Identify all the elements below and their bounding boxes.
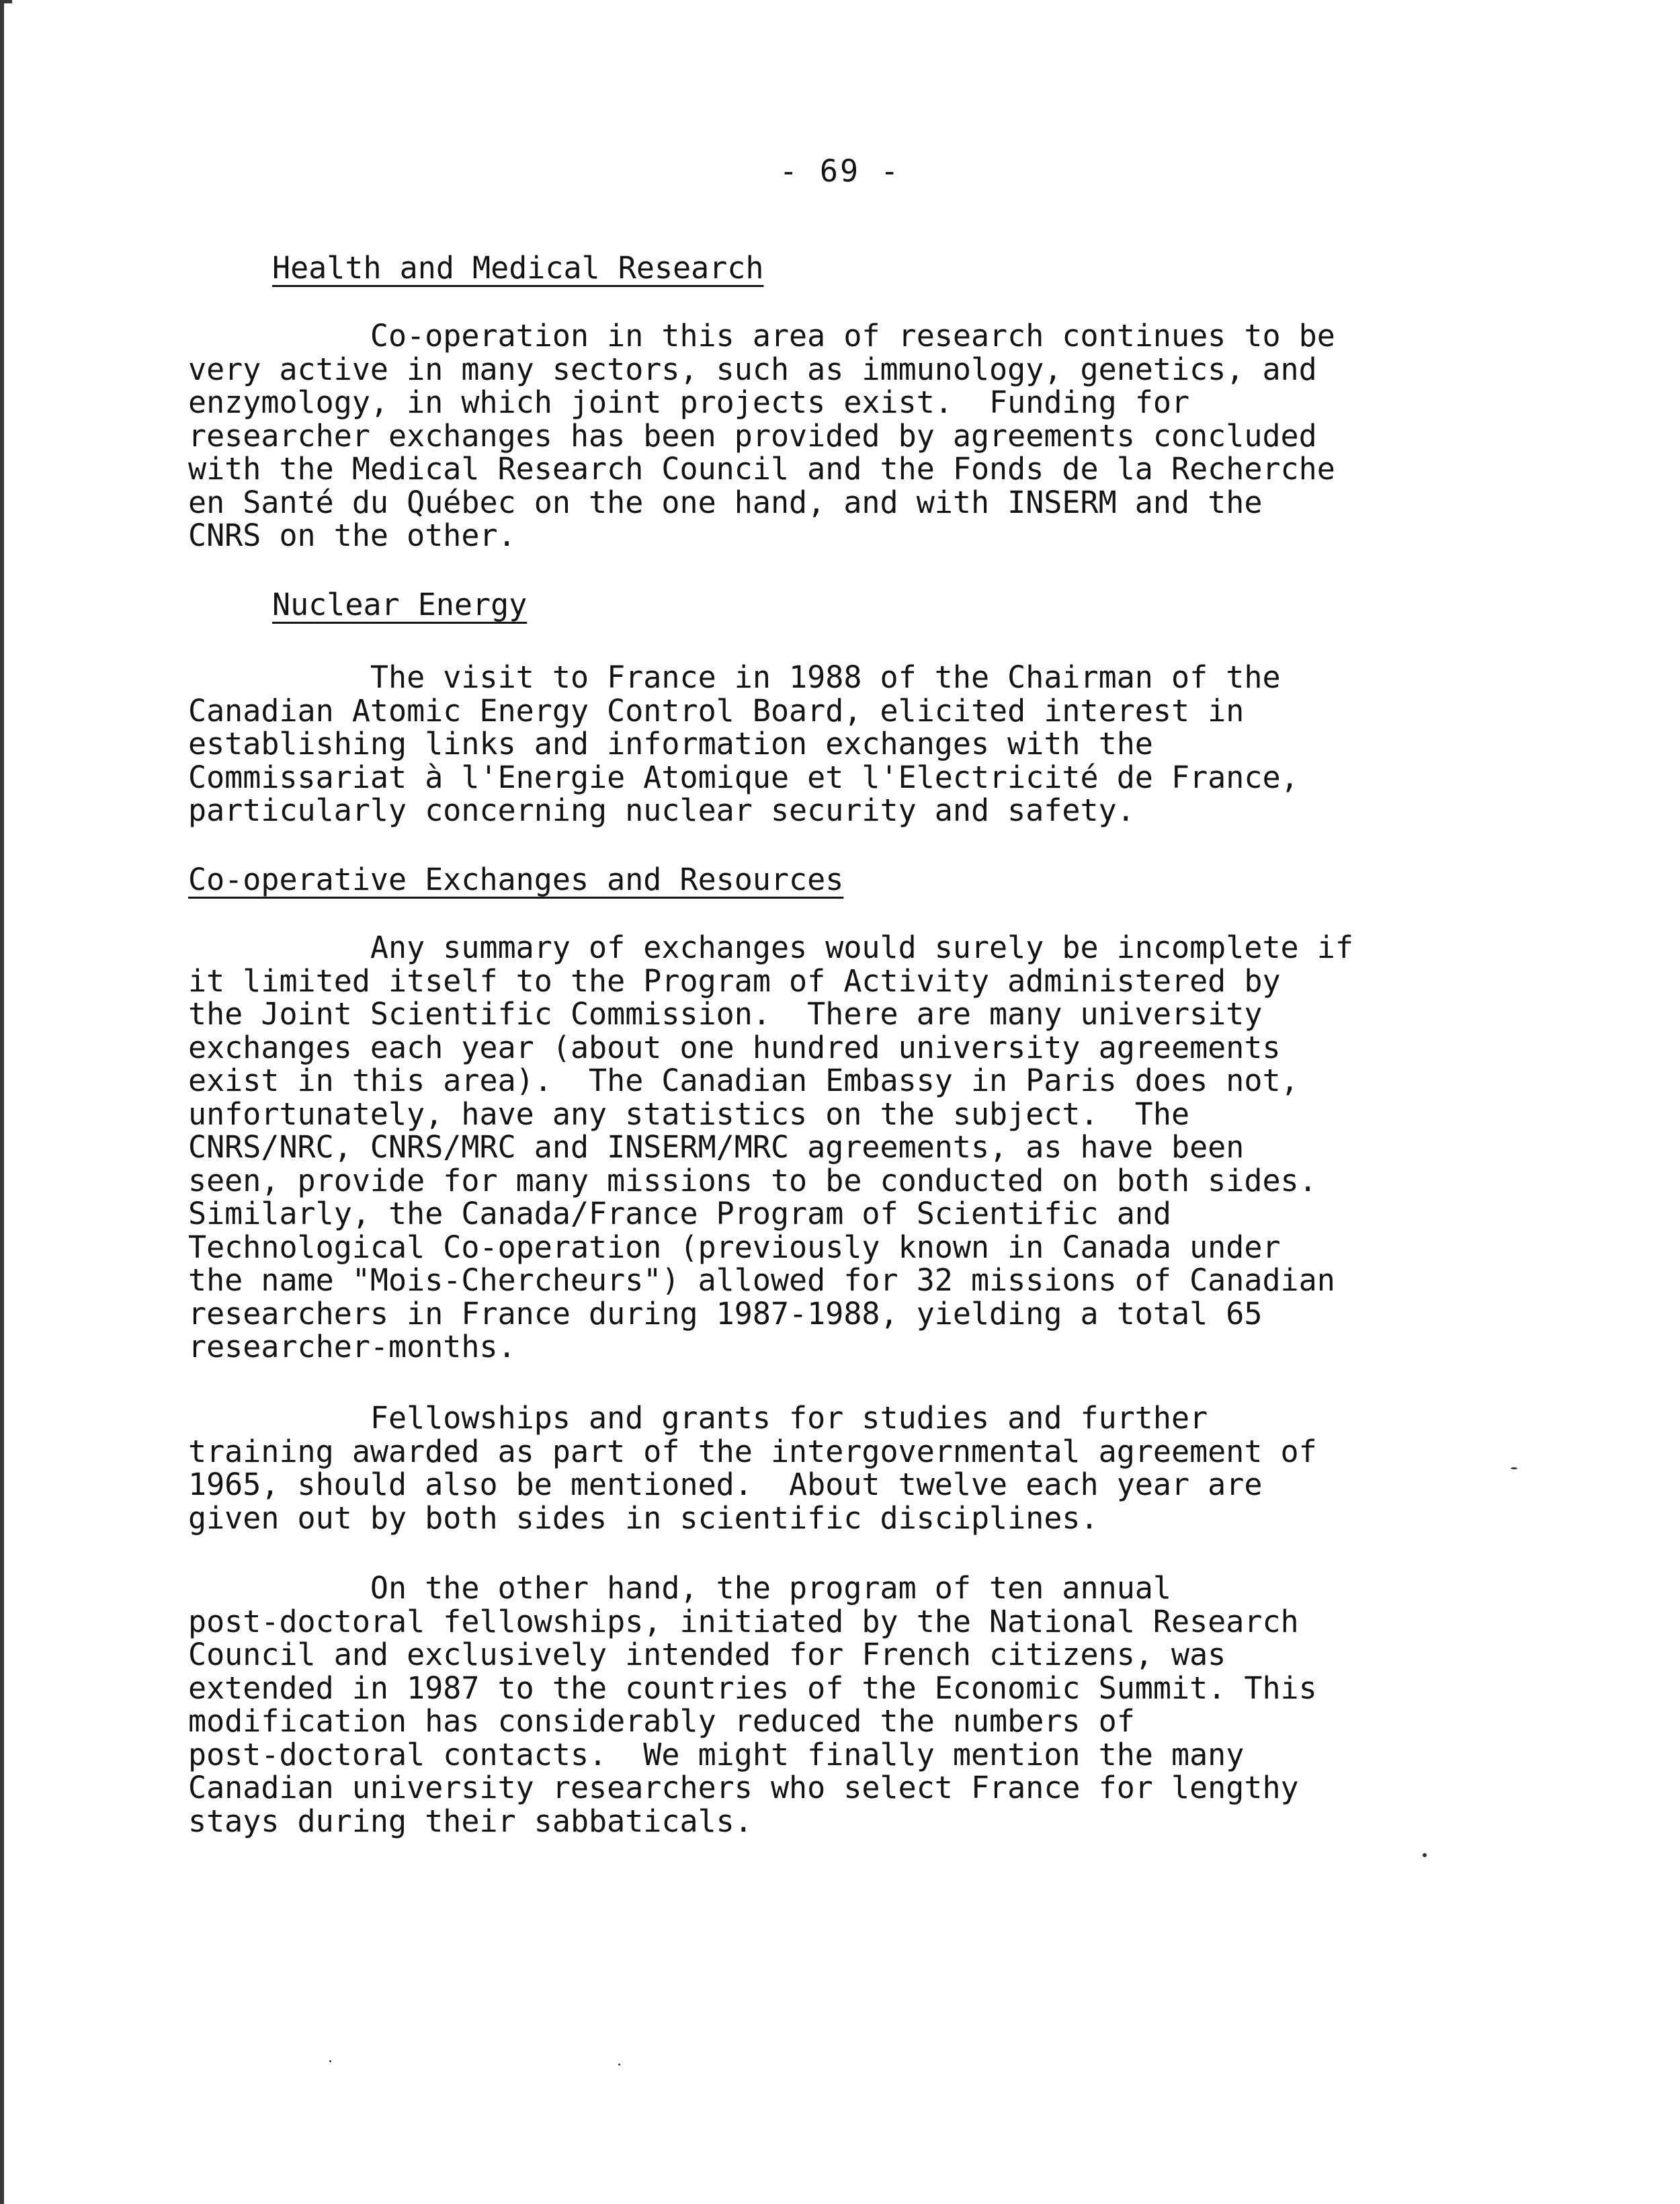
heading-health-medical-research: Health and Medical Research [272,250,764,286]
heading-cooperative-exchanges: Co-operative Exchanges and Resources [188,862,844,897]
scan-edge-tick [0,0,12,3]
paragraph-cooperative-3: On the other hand, the program of ten annual post-doctoral fellowships, initiated by the National Research Council and exclusively intended for French citizens, was extended in 1987 to the countries of the Economic Summit. This modification has considerably reduced the numbers of post-doctoral contacts. We might finally mention the many Canadian university researchers who select France for lengthy stays during their sabbaticals. [188,1570,1317,1839]
paragraph-nuclear-1: The visit to France in 1988 of the Chairman of the Canadian Atomic Energy Control Board, elicited interest in establishing links and information exchanges with the Commissariat à l'Energie Atomique et l'Electricité de France, particularly concerning nuclear security and safety. [188,659,1299,828]
scan-speck [329,2060,331,2062]
scan-edge-rule [0,0,4,2204]
paragraph-cooperative-1: Any summary of exchanges would surely be incomplete if it limited itself to the Program of Activity administered by the Joint Scientific Commission. There are many university exchanges each year (about one hundred university agreements exist in this area). The Canadian Embassy in Paris does not, unfortunately, have any statistics on the subject. The CNRS/NRC, CNRS/MRC and INSERM/MRC agreements, as have been seen, provide for many missions to be conducted on both sides. Similarly, the Canada/France Program of Scientific and Technological Co-operation (previously known in Canada under the name "Mois-Chercheurs") allowed for 32 missions of Canadian researchers in France during 1987-1988, yielding a total 65 researcher-months. [188,930,1353,1364]
scan-speck [1423,1853,1427,1857]
scan-speck [1511,1467,1517,1469]
scan-speck [618,2064,620,2066]
paragraph-health-1: Co-operation in this area of research continues to be very active in many sectors, such as immunology, genetics, and enzymology, in which joint projects exist. Funding for researcher exchanges has been provided by agreements concluded with the Medical Research Council and the Fonds de la Recherche en Santé du Québec on the one hand, and with INSERM and the CNRS on the other. [188,318,1335,553]
page-number: - 69 - [779,153,901,189]
heading-nuclear-energy: Nuclear Energy [272,587,528,622]
paragraph-cooperative-2: Fellowships and grants for studies and further training awarded as part of the intergovernmental agreement of 1965, should also be mentioned. About twelve each year are given out by both sides in scientific disciplines. [188,1400,1317,1536]
